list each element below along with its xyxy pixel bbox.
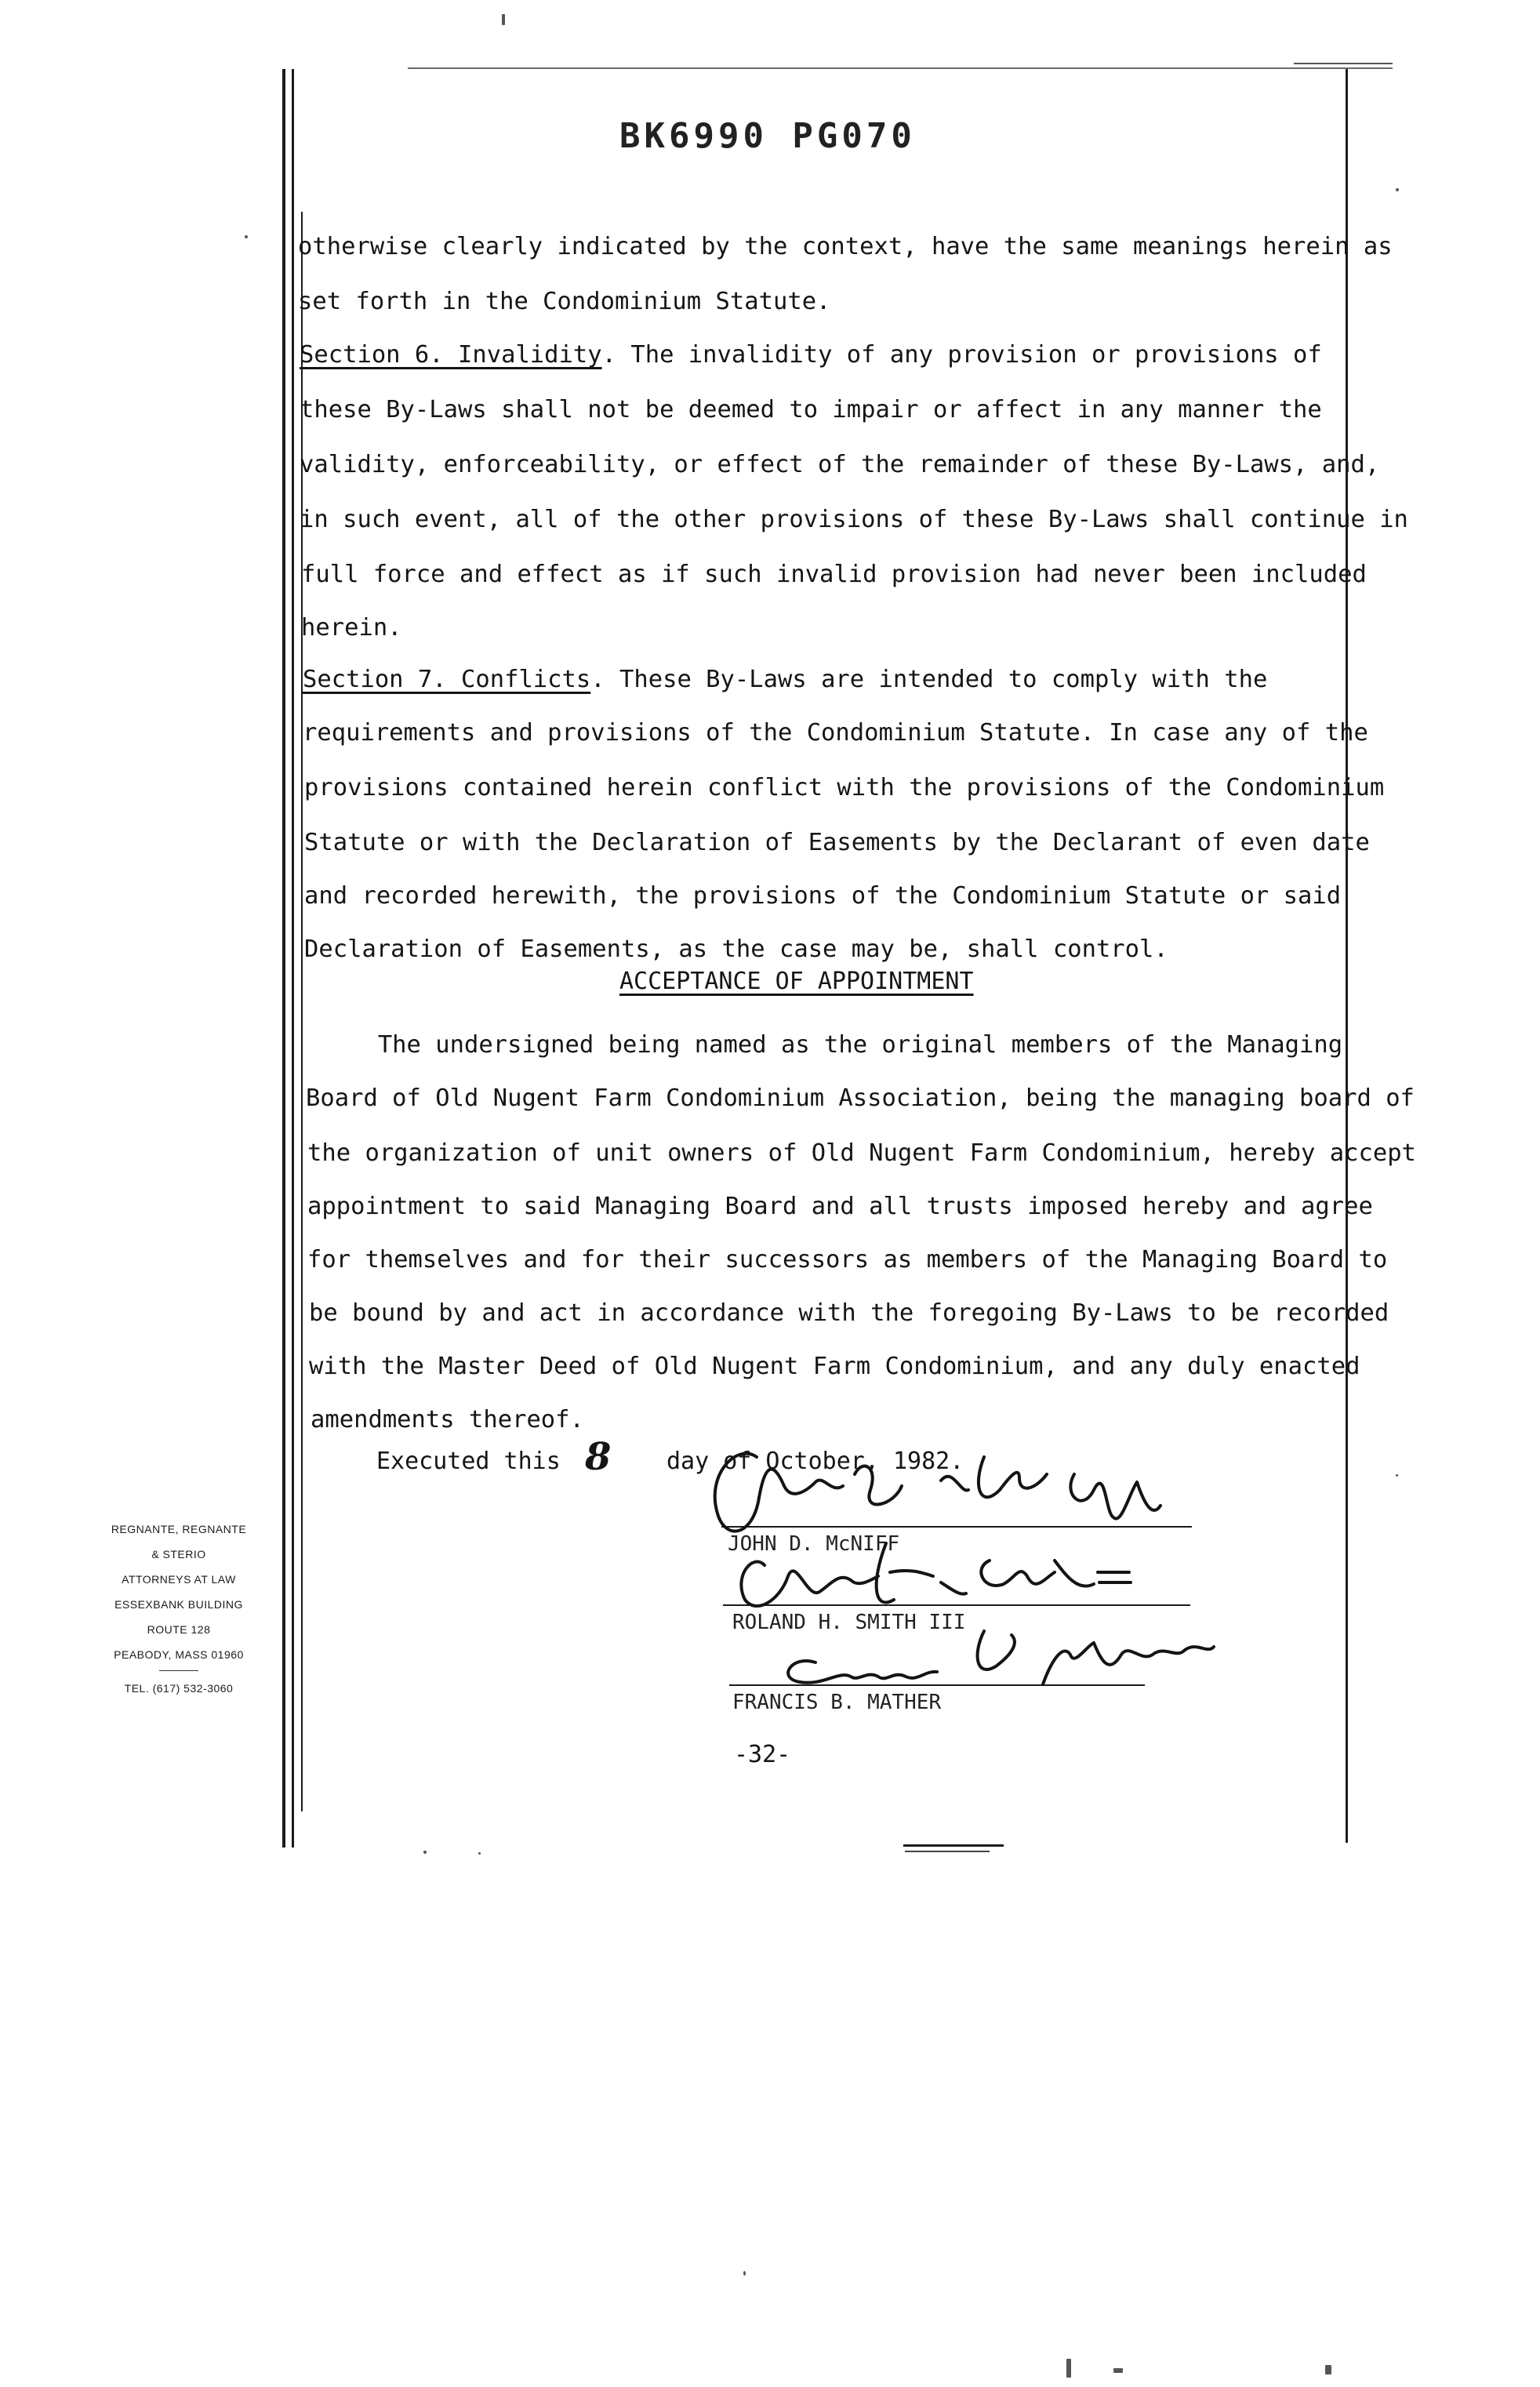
law-firm-divider [159,1670,198,1671]
acceptance-line: for themselves and for their successors as members of the Managing Board to [307,1246,1388,1273]
body-line-text: herein. [301,614,402,641]
body-line-text: these By-Laws shall not be deemed to impair or affect in any manner the [300,396,1322,423]
scan-speck [1396,188,1399,191]
body-line-text: in such event, all of the other provisions of these By-Laws shall continue in [300,506,1408,533]
scan-speck [1066,2359,1071,2378]
law-firm-line-6: PEABODY, MASS 01960 [114,1648,244,1661]
scan-speck [1325,2365,1331,2374]
body-line-text: provisions contained herein conflict with the provisions of the Condominium [304,774,1385,801]
executed-date: day of October, 1982. [666,1448,964,1475]
signatory-name-1: JOHN D. McNIFF [728,1532,900,1556]
law-firm-name-1: REGNANTE, REGNANTE [111,1523,247,1535]
body-line-text: validity, enforceability, or effect of the remainder of these By-Laws, and, [300,451,1380,478]
section-heading: Section 6. Invalidity [300,341,602,369]
acceptance-line: The undersigned being named as the original members of the Managing [306,1031,1343,1059]
acceptance-line: with the Master Deed of Old Nugent Farm Condominium, and any duly enacted [309,1353,1360,1380]
scan-speck [1113,2368,1123,2373]
body-line-text: Statute or with the Declaration of Easements by the Declarant of even date [304,829,1370,856]
body-line-text: . The invalidity of any provision or provisions of [601,341,1322,369]
body-line-text: otherwise clearly indicated by the context, have the same meanings herein as [298,233,1393,260]
body-line-text: full force and effect as if such invalid provision had never been included [301,561,1367,588]
acceptance-line: the organization of unit owners of Old Nugent Farm Condominium, hereby accept [307,1139,1416,1167]
scan-speck [423,1851,427,1854]
body-line-text: requirements and provisions of the Condominium Statute. In case any of the [303,719,1368,747]
signatory-name-2: ROLAND H. SMITH III [732,1611,966,1634]
law-firm-line-5: ROUTE 128 [147,1623,211,1636]
law-firm-line-3: ATTORNEYS AT LAW [122,1573,236,1586]
law-firm-block [85,1517,273,1701]
book-page-header: BK6990 PG070 [619,116,916,156]
executed-day: 8 [585,1435,612,1479]
signatory-name-3: FRANCIS B. MATHER [732,1691,942,1714]
executed-label: Executed this [376,1448,561,1475]
page-number: -32- [734,1741,791,1768]
signature-2 [741,1543,1131,1606]
body-line-text: and recorded herewith, the provisions of the Condominium Statute or said [304,882,1342,910]
body-line-text: Declaration of Easements, as the case may be, shall control. [304,936,1168,963]
acceptance-title: ACCEPTANCE OF APPOINTMENT [619,968,974,995]
scan-speck [245,235,248,238]
scan-speck [478,1852,481,1855]
body-line-text: set forth in the Condominium Statute. [298,288,831,315]
scan-speck [743,2271,746,2276]
scan-speck [502,14,505,25]
acceptance-line: appointment to said Managing Board and all trusts imposed hereby and agree [307,1193,1373,1220]
scan-speck [1396,1474,1398,1477]
law-firm-name-2: & STERIO [151,1548,206,1560]
law-firm-line-4: ESSEXBANK BUILDING [114,1598,243,1611]
acceptance-line: Board of Old Nugent Farm Condominium Association, being the managing board of [306,1085,1415,1112]
signature-3 [788,1631,1214,1684]
signature-1 [715,1454,1160,1531]
acceptance-line: amendments thereof. [311,1406,584,1433]
acceptance-line: be bound by and act in accordance with the foregoing By-Laws to be recorded [309,1299,1389,1327]
law-firm-phone: TEL. (617) 532-3060 [124,1682,234,1695]
section-heading: Section 7. Conflicts [303,666,591,693]
body-line-text: . These By-Laws are intended to comply with the [590,666,1268,693]
